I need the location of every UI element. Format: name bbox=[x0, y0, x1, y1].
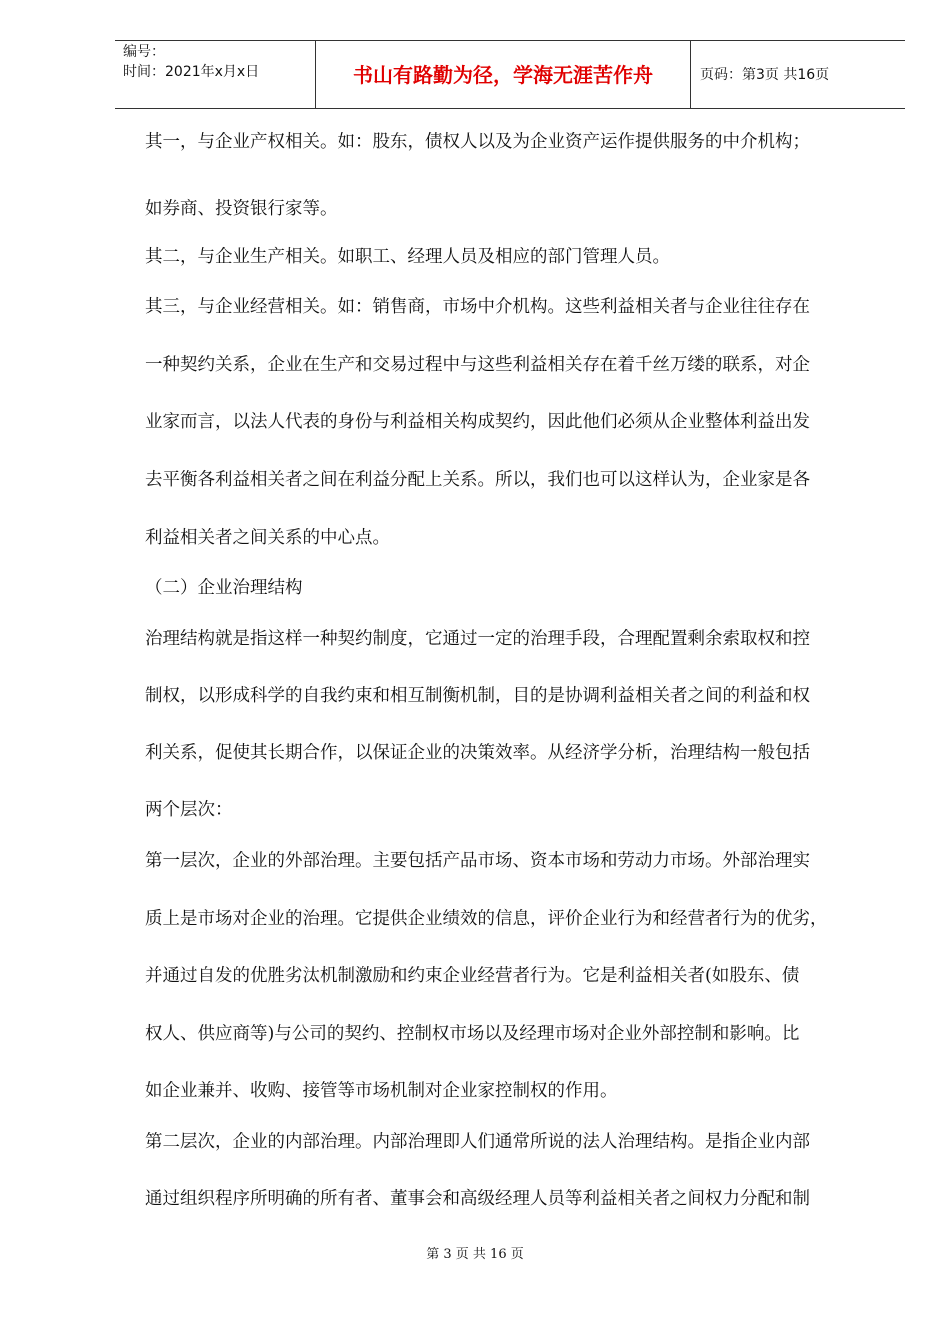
header-meta-cell bbox=[115, 41, 315, 108]
header-page-info: 页码：第3页 共16页 bbox=[700, 67, 830, 83]
page-footer: 第 3 页 共 16 页 bbox=[426, 1247, 524, 1262]
body-line: 通过组织程序所明确的所有者、董事会和高级经理人员等利益相关者之间权力分配和制 bbox=[145, 1189, 810, 1209]
body-line: 质上是市场对企业的治理。它提供企业绩效的信息，评价企业行为和经营者行为的优劣， bbox=[145, 909, 828, 929]
body-line: 制权，以形成科学的自我约束和相互制衡机制，目的是协调利益相关者之间的利益和权 bbox=[145, 686, 810, 706]
header-motto-cell bbox=[315, 41, 691, 108]
body-line: 一种契约关系，企业在生产和交易过程中与这些利益相关存在着千丝万缕的联系，对企 bbox=[145, 355, 810, 375]
body-line: 如企业兼并、收购、接管等市场机制对企业家控制权的作用。 bbox=[145, 1081, 618, 1101]
header-page-cell bbox=[690, 41, 905, 108]
body-line: 第一层次，企业的外部治理。主要包括产品市场、资本市场和劳动力市场。外部治理实 bbox=[145, 851, 810, 871]
body-line: 利关系，促使其长期合作，以保证企业的决策效率。从经济学分析，治理结构一般包括 bbox=[145, 743, 810, 763]
body-line: 去平衡各利益相关者之间在利益分配上关系。所以，我们也可以这样认为，企业家是各 bbox=[145, 470, 810, 490]
document-time-label: 时间：2021年x月x日 bbox=[123, 64, 260, 80]
body-line: 其二，与企业生产相关。如职工、经理人员及相应的部门管理人员。 bbox=[145, 247, 670, 267]
body-line: 并通过自发的优胜劣汰机制激励和约束企业经营者行为。它是利益相关者(如股东、债 bbox=[145, 966, 800, 986]
body-line: 第二层次，企业的内部治理。内部治理即人们通常所说的法人治理结构。是指企业内部 bbox=[145, 1132, 810, 1152]
page-header bbox=[115, 40, 905, 109]
body-line: 业家而言，以法人代表的身份与利益相关构成契约，因此他们必须从企业整体利益出发 bbox=[145, 412, 810, 432]
body-line: 利益相关者之间关系的中心点。 bbox=[145, 528, 390, 548]
body-line: 权人、供应商等)与公司的契约、控制权市场以及经理市场对企业外部控制和影响。比 bbox=[145, 1024, 800, 1044]
document-number-label: 编号： bbox=[123, 44, 165, 60]
body-line: 其一，与企业产权相关。如：股东，债权人以及为企业资产运作提供服务的中介机构； bbox=[145, 132, 810, 152]
body-line: 两个层次： bbox=[145, 800, 233, 820]
section-heading: （二）企业治理结构 bbox=[145, 578, 303, 598]
body-line: 其三，与企业经营相关。如：销售商，市场中介机构。这些利益相关者与企业往往存在 bbox=[145, 297, 810, 317]
body-line: 如券商、投资银行家等。 bbox=[145, 199, 338, 219]
header-motto: 书山有路勤为径，学海无涯苦作舟 bbox=[353, 63, 653, 87]
body-line: 治理结构就是指这样一种契约制度，它通过一定的治理手段，合理配置剩余索取权和控 bbox=[145, 629, 810, 649]
